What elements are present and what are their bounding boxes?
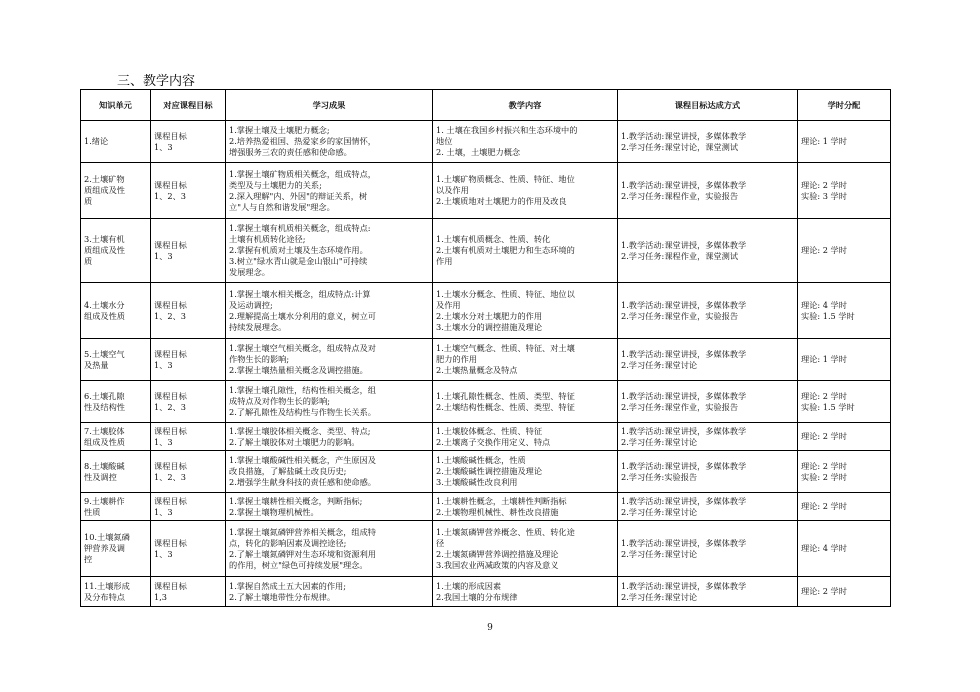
cell-outcome-line: 2.了解土壤氮磷钾对生态环境和资源利用 [229, 548, 376, 559]
cell-hours-line: 理论: 2 学时 [801, 431, 847, 441]
cell-hours-line: 理论: 2 学时 [801, 390, 847, 401]
cell-outcome-line: 的作用，树立"绿色可持续发展"理念。 [229, 559, 368, 570]
cell-outcome-line: 2.掌握土壤热量相关概念及调控措施。 [229, 365, 368, 375]
cell-unit-line: 质 [84, 256, 93, 266]
cell-method-line: 2.学习任务:课堂讨论 [621, 359, 698, 370]
table-row [81, 121, 891, 163]
cell-method [618, 163, 798, 219]
cell-content [433, 423, 618, 451]
cell-content [433, 493, 618, 521]
cell-unit [81, 521, 151, 577]
cell-method-line: 1.教学活动:课堂讲授，多媒体教学 [621, 390, 747, 401]
cell-method-line: 1.教学活动:课堂讲授，多媒体教学 [621, 130, 747, 141]
cell-unit-line: 控 [84, 554, 93, 564]
table-row [81, 577, 891, 607]
cell-unit-line: 质组成及性 [84, 185, 125, 195]
cell-outcome-line: 1.掌握土壤耕性相关概念，判断指标; [229, 495, 363, 506]
cell-content-line: 2.土壤氮磷钾营养调控措施及理论 [436, 548, 559, 559]
header-goal: 对应课程目标 [151, 90, 226, 121]
cell-outcome [226, 283, 433, 339]
cell-content [433, 339, 618, 381]
cell-outcome-line: 2.掌握有机质对土壤及生态环境作用。 [229, 245, 368, 255]
cell-content-line: 1. 土壤在我国乡村振兴和生态环境中的 [436, 125, 578, 135]
cell-content-line: 1.土壤水分概念、性质、特征、地位以 [436, 288, 575, 299]
table-row [81, 283, 891, 339]
cell-goal [151, 423, 226, 451]
cell-content-line: 径 [436, 537, 445, 548]
cell-outcome-line: 2.了解土壤胶体对土壤肥力的影响。 [229, 436, 360, 447]
cell-hours-line: 实验: 1.5 学时 [801, 401, 855, 412]
cell-goal [151, 577, 226, 607]
table-row [81, 521, 891, 577]
cell-outcome-line: 2.掌握土壤物理机械性。 [229, 506, 319, 517]
cell-goal-line: 课程目标 [154, 425, 187, 436]
cell-unit [81, 451, 151, 493]
cell-outcome [226, 577, 433, 607]
cell-hours-line: 理论: 2 学时 [801, 501, 847, 511]
cell-unit-line: 8.土壤酸碱 [84, 460, 125, 471]
cell-content-line: 2.土壤水分对土壤肥力的作用 [436, 310, 543, 321]
cell-unit [81, 163, 151, 219]
cell-content-line: 1.土壤空气概念、性质、特征、对土壤 [436, 343, 575, 353]
cell-hours [798, 381, 891, 423]
cell-method [618, 381, 798, 423]
cell-content-line: 1.土壤酸碱性概念，性质 [436, 455, 526, 465]
cell-goal-line: 课程目标 [154, 299, 187, 310]
cell-outcome [226, 451, 433, 493]
cell-hours-line: 理论: 1 学时 [801, 136, 847, 146]
cell-content-line: 2.土壤酸碱性调控措施及理论 [436, 466, 543, 476]
cell-method-line: 1.教学活动:课堂讲授，多媒体教学 [621, 580, 747, 591]
cell-outcome [226, 339, 433, 381]
cell-content-line: 2.土壤有机质对土壤肥力和生态环境的 [436, 245, 575, 255]
cell-method [618, 577, 798, 607]
cell-outcome-line: 2.了解土壤地带性分布规律。 [229, 591, 336, 602]
cell-method-line: 1.教学活动:课堂讲授，多媒体教学 [621, 495, 747, 506]
table-row [81, 423, 891, 451]
cell-method-line: 2.学习任务:课堂讨论 [621, 591, 698, 602]
cell-outcome-line: 1.掌握土壤氮磷钾营养相关概念，组成特 [229, 526, 376, 537]
cell-outcome [226, 493, 433, 521]
cell-outcome-line: 发展理念。 [229, 267, 270, 277]
cell-outcome-line: 1.掌握土壤孔隙性，结构性相关概念，组 [229, 385, 376, 395]
cell-content-line: 2. 土壤，土壤肥力概念 [436, 147, 521, 157]
cell-hours [798, 451, 891, 493]
cell-goal-line: 课程目标 [154, 390, 187, 401]
cell-goal [151, 219, 226, 283]
cell-hours [798, 163, 891, 219]
cell-hours [798, 577, 891, 607]
cell-goal-line: 课程目标 [154, 239, 187, 250]
cell-unit [81, 339, 151, 381]
cell-content [433, 163, 618, 219]
cell-hours [798, 339, 891, 381]
header-method: 课程目标达成方式 [618, 90, 798, 121]
cell-content-line: 2.土壤结构性概念、性质、类型、特征 [436, 401, 575, 412]
cell-method [618, 493, 798, 521]
header-hours: 学时分配 [798, 90, 891, 121]
cell-method [618, 521, 798, 577]
cell-goal-line: 课程目标 [154, 537, 187, 548]
cell-goal [151, 121, 226, 163]
cell-outcome-line: 及运动调控; [229, 299, 273, 310]
cell-outcome-line: 增强服务三农的责任感和使命感。 [229, 147, 352, 157]
cell-goal-line: 1、2、3 [154, 401, 187, 412]
cell-unit-line: 钾营养及调 [84, 543, 125, 553]
cell-content-line: 及作用 [436, 299, 461, 310]
cell-method-line: 2.学习任务:课堂讨论 [621, 548, 698, 559]
cell-unit-line: 质组成及性 [84, 245, 125, 255]
cell-unit-line: 7.土壤胶体 [84, 425, 125, 436]
cell-method-line: 1.教学活动:课堂讲授，多媒体教学 [621, 348, 747, 359]
cell-goal [151, 521, 226, 577]
cell-unit [81, 219, 151, 283]
cell-content-line: 1.土壤的形成因素 [436, 580, 502, 591]
cell-outcome-line: 成特点及对作物生长的影响; [229, 396, 331, 406]
cell-unit-line: 3.土壤有机 [84, 234, 125, 244]
cell-outcome-line: 2.理解提高土壤水分利用的意义，树立可 [229, 310, 376, 321]
cell-goal-line: 课程目标 [154, 460, 187, 471]
cell-unit-line: 10.土壤氮磷 [84, 532, 130, 542]
cell-method-line: 1.教学活动:课堂讲授，多媒体教学 [621, 179, 747, 190]
cell-hours-line: 理论: 4 学时 [801, 299, 847, 310]
cell-method [618, 423, 798, 451]
cell-unit-line: 1.绪论 [84, 136, 109, 146]
cell-hours-line: 实验: 1.5 学时 [801, 310, 855, 321]
cell-content-line: 以及作用 [436, 185, 469, 195]
cell-method [618, 339, 798, 381]
cell-unit-line: 6.土壤孔隙 [84, 390, 125, 401]
cell-goal [151, 283, 226, 339]
cell-hours-line: 理论: 2 学时 [801, 460, 847, 471]
cell-content-line: 2.土壤离子交换作用定义、特点 [436, 436, 551, 447]
cell-unit [81, 121, 151, 163]
cell-goal-line: 1、2、3 [154, 471, 187, 482]
cell-outcome-line: 3.树立"绿水青山就是金山银山"可持续 [229, 256, 368, 266]
cell-outcome-line: 2.深入理解"内、外因"的辩证关系，树 [229, 190, 368, 201]
cell-hours-line: 实验: 3 学时 [801, 190, 847, 201]
cell-content [433, 219, 618, 283]
cell-unit-line: 11.土壤形成 [84, 580, 130, 591]
cell-content-line: 1.土壤胶体概念、性质、特征 [436, 425, 543, 436]
cell-content-line: 3.土壤水分的调控措施及理论 [436, 321, 543, 332]
cell-unit-line: 组成及性质 [84, 436, 125, 447]
cell-goal-line: 1、3 [154, 548, 173, 559]
cell-hours-line: 理论: 4 学时 [801, 543, 847, 553]
cell-outcome [226, 521, 433, 577]
cell-outcome-line: 立"人与自然和谐发展"理念。 [229, 201, 335, 212]
cell-outcome [226, 423, 433, 451]
cell-outcome-line: 1.掌握土壤矿物质相关概念，组成特点， [229, 168, 376, 179]
cell-content [433, 283, 618, 339]
cell-unit-line: 性及结构性 [84, 401, 125, 412]
cell-goal-line: 1、3 [154, 141, 173, 152]
teaching-content-table [80, 89, 891, 607]
cell-outcome-line: 点，转化的影响因素及调控途径; [229, 537, 347, 548]
cell-outcome-line: 1.掌握土壤有机质相关概念，组成特点: [229, 223, 371, 233]
cell-hours [798, 219, 891, 283]
cell-outcome-line: 1.掌握土壤水相关概念，组成特点:计算 [229, 288, 371, 299]
header-unit: 知识单元 [81, 90, 151, 121]
table-row [81, 381, 891, 423]
cell-outcome-line: 2.了解孔隙性及结构性与作物生长关系。 [229, 407, 376, 417]
cell-method-line: 2.学习任务:课程作业，实验报告 [621, 190, 739, 201]
cell-content-line: 2.我国土壤的分布规律 [436, 591, 518, 602]
cell-unit-line: 性及调控 [84, 471, 117, 482]
cell-content-line: 1.土壤孔隙性概念、性质、类型、特征 [436, 390, 575, 401]
cell-unit [81, 577, 151, 607]
cell-outcome-line: 土壤有机质转化途径; [229, 234, 306, 244]
cell-content-line: 肥力的作用 [436, 354, 477, 364]
cell-method-line: 2.学习任务:课堂讨论，课堂测试 [621, 141, 739, 152]
cell-goal-line: 课程目标 [154, 130, 187, 141]
cell-content-line: 3.土壤酸碱性改良利用 [436, 477, 518, 487]
cell-content-line: 1.土壤氮磷钾营养概念、性质、转化途 [436, 526, 575, 537]
cell-method-line: 2.学习任务:课堂作业，实验报告 [621, 401, 739, 412]
cell-content-line: 2.土壤热量概念及特点 [436, 365, 518, 375]
table-body [81, 121, 891, 607]
cell-goal-line: 1、3 [154, 359, 173, 370]
cell-content-line: 2.土壤质地对土壤肥力的作用及改良 [436, 196, 567, 206]
cell-goal-line: 1、3 [154, 506, 173, 517]
cell-method [618, 283, 798, 339]
cell-outcome [226, 121, 433, 163]
cell-method [618, 121, 798, 163]
cell-method-line: 1.教学活动:课堂讲授，多媒体教学 [621, 239, 747, 250]
cell-content-line: 1.土壤有机质概念、性质、转化 [436, 234, 551, 244]
cell-goal-line: 1、3 [154, 250, 173, 261]
cell-method-line: 1.教学活动:课堂讲授，多媒体教学 [621, 299, 747, 310]
cell-hours-line: 理论: 1 学时 [801, 354, 847, 364]
cell-goal-line: 课程目标 [154, 580, 187, 591]
cell-outcome [226, 381, 433, 423]
cell-outcome-line: 2.增强学生献身科技的责任感和使命感。 [229, 477, 376, 487]
cell-unit-line: 4.土壤水分 [84, 299, 125, 310]
cell-goal-line: 课程目标 [154, 348, 187, 359]
cell-outcome-line: 1.掌握土壤胶体相关概念、类型、特点; [229, 425, 371, 436]
cell-outcome [226, 219, 433, 283]
cell-goal [151, 163, 226, 219]
cell-outcome-line: 持续发展理念。 [229, 321, 287, 332]
cell-unit-line: 9.土壤耕作 [84, 495, 125, 506]
cell-unit-line: 质 [84, 196, 93, 206]
cell-method-line: 2.学习任务:实验报告 [621, 471, 698, 482]
cell-unit [81, 493, 151, 521]
cell-method-line: 2.学习任务:课堂讨论 [621, 506, 698, 517]
cell-content [433, 577, 618, 607]
cell-content [433, 451, 618, 493]
cell-content [433, 521, 618, 577]
cell-outcome-line: 作物生长的影响; [229, 354, 290, 364]
header-outcome: 学习成果 [226, 90, 433, 121]
cell-outcome-line: 1.掌握土壤酸碱性相关概念，产生原因及 [229, 455, 376, 465]
cell-method-line: 2.学习任务:课程作业，课堂测试 [621, 250, 739, 261]
cell-goal [151, 381, 226, 423]
table-row [81, 451, 891, 493]
cell-hours [798, 121, 891, 163]
cell-unit-line: 性质 [84, 506, 101, 517]
cell-outcome [226, 163, 433, 219]
cell-method-line: 2.学习任务:课堂讨论 [621, 436, 698, 447]
cell-method [618, 219, 798, 283]
cell-outcome-line: 类型及与土壤肥力的关系; [229, 179, 322, 190]
cell-unit-line: 及分布特点 [84, 591, 125, 602]
cell-method-line: 2.学习任务:课堂作业，实验报告 [621, 310, 739, 321]
cell-unit [81, 423, 151, 451]
table-row [81, 219, 891, 283]
cell-hours-line: 理论: 2 学时 [801, 586, 847, 596]
cell-hours-line: 实验: 2 学时 [801, 471, 847, 482]
cell-method-line: 1.教学活动:课堂讲授，多媒体教学 [621, 537, 747, 548]
table-row [81, 163, 891, 219]
cell-goal-line: 课程目标 [154, 179, 187, 190]
cell-outcome-line: 1.掌握土壤及土壤肥力概念; [229, 125, 330, 135]
cell-unit [81, 283, 151, 339]
cell-hours [798, 493, 891, 521]
cell-hours [798, 283, 891, 339]
cell-hours [798, 521, 891, 577]
cell-unit [81, 381, 151, 423]
cell-goal [151, 493, 226, 521]
table-row [81, 339, 891, 381]
section-title: 三、教学内容 [117, 74, 196, 89]
cell-outcome-line: 2.培养热爱祖国、热爱家乡的家国情怀， [229, 136, 376, 146]
cell-goal-line: 1、2、3 [154, 310, 187, 321]
cell-goal-line: 1、2、3 [154, 190, 187, 201]
cell-unit-line: 及热量 [84, 359, 109, 370]
cell-content-line: 3.我国农业两减政策的内容及意义 [436, 559, 559, 570]
cell-method-line: 1.教学活动:课堂讲授，多媒体教学 [621, 460, 747, 471]
cell-unit-line: 组成及性质 [84, 310, 125, 321]
cell-hours-line: 理论: 2 学时 [801, 179, 847, 190]
cell-method [618, 451, 798, 493]
cell-content-line: 作用 [436, 256, 453, 266]
cell-outcome-line: 1.掌握土壤空气相关概念，组成特点及对 [229, 343, 376, 353]
page-number: 9 [487, 623, 493, 633]
cell-hours [798, 423, 891, 451]
cell-outcome-line: 改良措施，了解盐碱土改良历史; [229, 466, 347, 476]
table-row [81, 493, 891, 521]
cell-outcome-line: 1.掌握自然成土五大因素的作用; [229, 580, 347, 591]
cell-content [433, 381, 618, 423]
cell-content-line: 2.土壤物理机械性、耕性改良措施 [436, 506, 559, 517]
cell-content-line: 地位 [436, 136, 453, 146]
cell-method-line: 1.教学活动:课堂讲授，多媒体教学 [621, 425, 747, 436]
cell-content [433, 121, 618, 163]
cell-unit-line: 5.土壤空气 [84, 348, 125, 359]
header-content: 教学内容 [433, 90, 618, 121]
cell-goal [151, 451, 226, 493]
table-header-row [81, 90, 891, 121]
cell-goal-line: 课程目标 [154, 495, 187, 506]
cell-goal [151, 339, 226, 381]
cell-unit-line: 2.土壤矿物 [84, 174, 125, 184]
cell-content-line: 1.土壤矿物质概念、性质、特征、地位 [436, 174, 575, 184]
cell-content-line: 1.土壤耕性概念，土壤耕性判断指标 [436, 495, 567, 506]
cell-goal-line: 1,3 [154, 591, 168, 602]
cell-hours-line: 理论: 2 学时 [801, 245, 847, 255]
cell-goal-line: 1、3 [154, 436, 173, 447]
